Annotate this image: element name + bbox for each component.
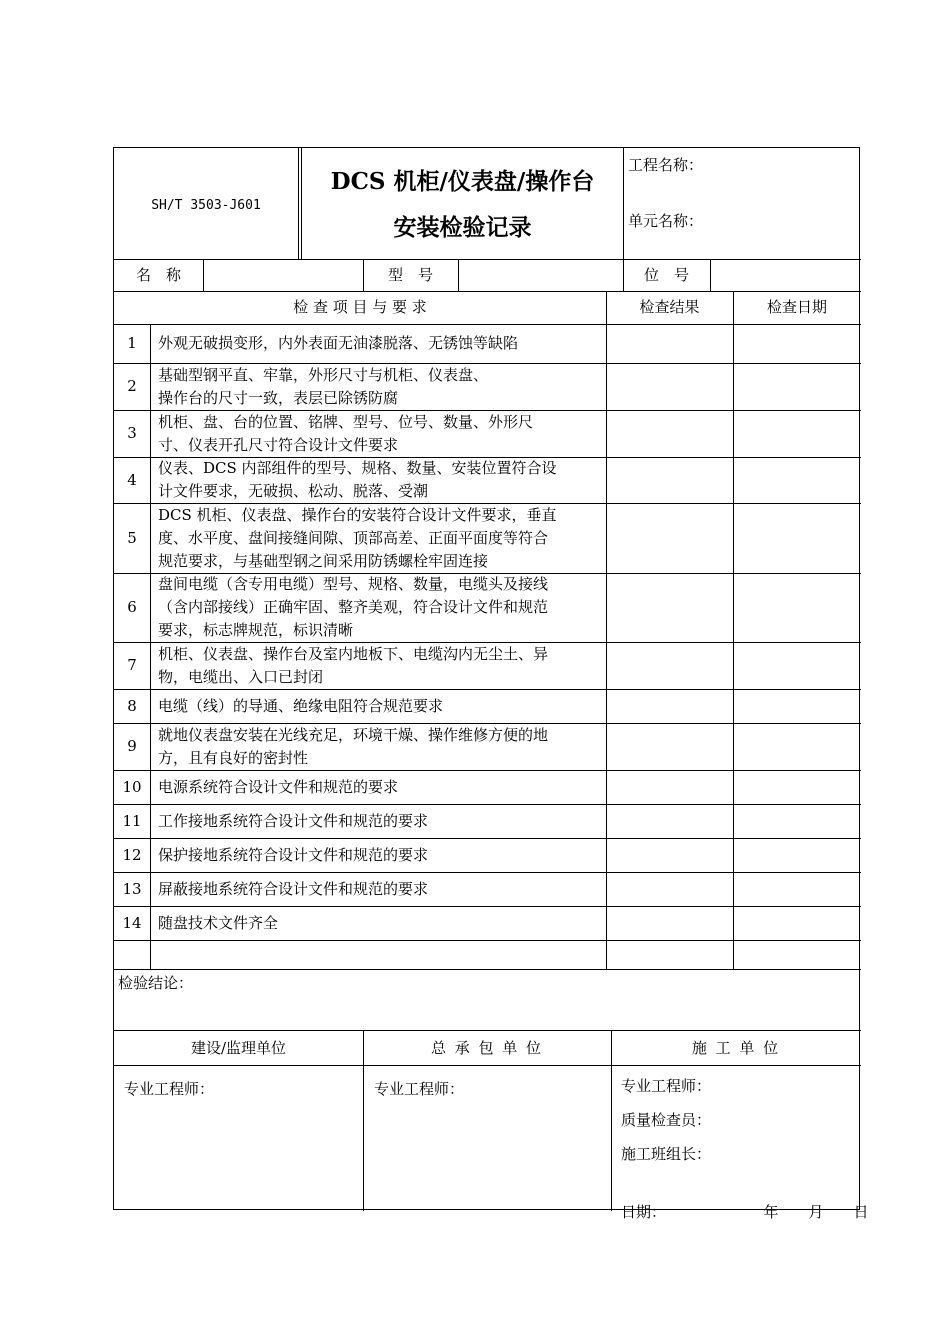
name-label: 名 称 — [135, 266, 181, 284]
col-result-header: 检查结果 — [639, 298, 700, 316]
sig-col3-title: 施 工 单 位 — [691, 1039, 781, 1057]
row-divider — [114, 906, 861, 907]
row-number: 13 — [122, 879, 142, 898]
row-number: 3 — [127, 424, 137, 442]
row-requirement-text: 要求，标志牌规范，标识清晰 — [158, 621, 354, 639]
row-divider — [114, 872, 861, 873]
row-divider — [114, 804, 861, 805]
row-requirement-text: DCS 机柜、仪表盘、操作台的安装符合设计文件要求，垂直 — [158, 505, 557, 524]
row-requirement-text: 计文件要求，无破损、松动、脱落、受潮 — [158, 482, 429, 500]
col-result-divider — [606, 291, 607, 969]
row-requirement-text: 寸、仪表开孔尺寸符合设计文件要求 — [158, 435, 399, 454]
form-code: SH/T 3503-J601 — [151, 198, 261, 213]
row-requirement-text: 基础型钢平直、牢靠，外形尺寸与机柜、仪表盘、 — [158, 365, 489, 384]
row-requirement-text: 方，且有良好的密封性 — [158, 748, 309, 767]
project-name-label: 工程名称： — [628, 156, 704, 174]
row-requirement-text: 工作接地系统符合设计文件和规范的要求 — [158, 811, 429, 830]
sig-col3-leader: 施工班组长： — [621, 1145, 712, 1163]
unit-name-label: 单元名称： — [628, 212, 704, 230]
row-requirement-text: 外观无破损变形，内外表面无油漆脱落、无锈蚀等缺陷 — [158, 334, 519, 352]
row-requirement-text: 机柜、仪表盘、操作台及室内地板下、电缆沟内无尘土、异 — [158, 644, 549, 663]
conclusion-label: 检验结论： — [118, 974, 194, 992]
form-title-line2: 安装检验记录 — [393, 214, 532, 241]
row-requirement-text: 随盘技术文件齐全 — [158, 913, 279, 932]
row-divider — [114, 838, 861, 839]
table-header-top — [114, 291, 861, 292]
form-title-line1: DCS 机柜/仪表盘/操作台 — [330, 168, 595, 195]
sig-col3-engineer: 专业工程师： — [621, 1077, 712, 1095]
sig-col1-title: 建设/监理单位 — [190, 1039, 287, 1057]
row-divider — [114, 689, 861, 690]
row-number: 2 — [127, 377, 137, 395]
col-date-header: 检查日期 — [766, 298, 827, 316]
row-requirement-text: （含内部接线）正确牢固、整齐美观，符合设计文件和规范 — [158, 598, 549, 616]
row-requirement-text: 保护接地系统符合设计文件和规范的要求 — [158, 845, 429, 864]
sig-col2-engineer: 专业工程师： — [374, 1080, 465, 1098]
row-number: 7 — [127, 656, 137, 674]
row-number: 6 — [127, 598, 137, 616]
row-requirement-text: 电源系统符合设计文件和规范的要求 — [158, 777, 399, 796]
row-number: 11 — [122, 811, 142, 830]
row-number: 8 — [127, 696, 137, 715]
row-number: 12 — [122, 845, 142, 864]
row-requirement-text: 机柜、盘、台的位置、铭牌、型号、位号、数量、外形尺 — [158, 412, 534, 431]
row-requirement-text: 电缆（线）的导通、绝缘电阻符合规范要求 — [158, 696, 444, 715]
row-number: 10 — [122, 777, 142, 796]
col-date-divider — [733, 291, 734, 969]
row-requirement-text: 仪表、DCS 内部组件的型号、规格、数量、安装位置符合设 — [158, 459, 557, 477]
inspection-record-form — [113, 147, 869, 1221]
position-label: 位 号 — [643, 266, 689, 284]
row-number: 14 — [122, 913, 142, 932]
row-requirement-text: 规范要求，与基础型钢之间采用防锈螺栓牢固连接 — [158, 551, 489, 570]
sig-col3-date: 日期： 年 月 日 — [621, 1203, 869, 1221]
row-requirement-text: 物，电缆出、入口已封闭 — [158, 667, 324, 686]
row-requirement-text: 就地仪表盘安装在光线充足，环境干燥、操作维修方便的地 — [158, 725, 549, 744]
info-row-top — [114, 259, 861, 260]
row-number: 5 — [127, 528, 137, 547]
row-number: 9 — [127, 737, 137, 755]
row-number: 1 — [127, 334, 137, 352]
row-requirement-text: 操作台的尺寸一致，表层已除锈防腐 — [158, 388, 399, 407]
header-divider-2 — [623, 148, 624, 259]
row-divider — [114, 940, 861, 941]
header-divider-1 — [298, 148, 299, 259]
sig-col3-inspector: 质量检查员： — [621, 1111, 712, 1129]
row-requirement-text: 度、水平度、盘间接缝间隙、顶部高差、正面平面度等符合 — [158, 528, 549, 547]
row-requirement-text: 盘间电缆（含专用电缆）型号、规格、数量，电缆头及接线 — [158, 575, 549, 593]
sig-col2-title: 总 承 包 单 位 — [430, 1039, 544, 1057]
col-items-header: 检 查 项 目 与 要 求 — [293, 298, 427, 316]
row-requirement-text: 屏蔽接地系统符合设计文件和规范的要求 — [158, 879, 429, 898]
row-divider — [114, 770, 861, 771]
model-label: 型 号 — [387, 266, 433, 284]
row-number: 4 — [127, 470, 137, 489]
sig-col1-engineer: 专业工程师： — [124, 1080, 215, 1098]
